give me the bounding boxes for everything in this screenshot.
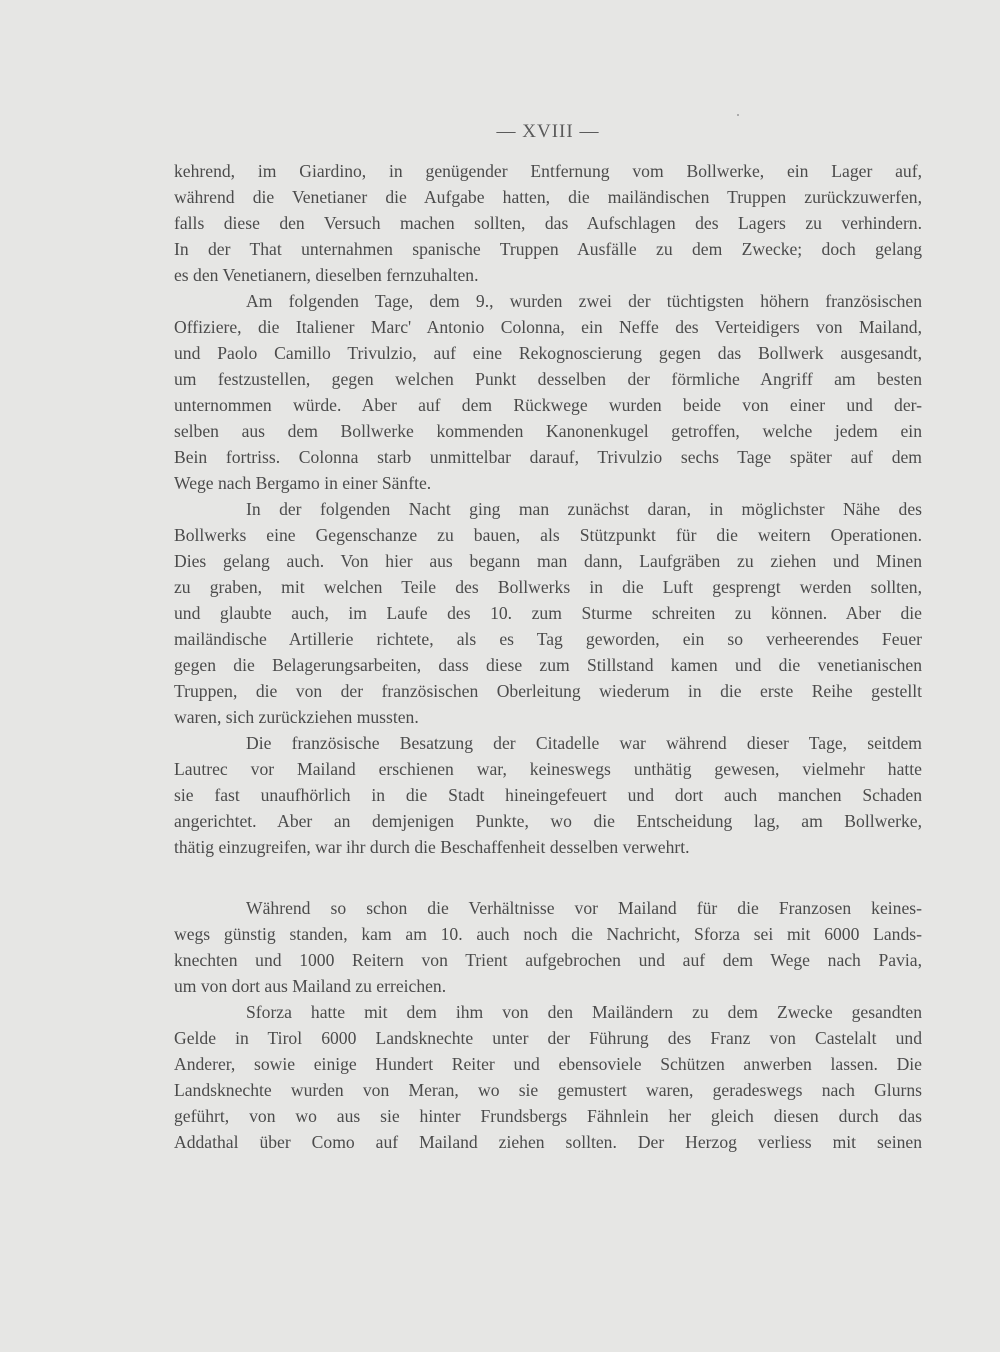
text-line: mailändische Artillerie richtete, als es Tag geworden, ein so verheerendes Feuer	[174, 629, 922, 649]
text-line: Sforza hatte mit dem ihm von den Mailändern zu dem Zwecke gesandten	[246, 1002, 922, 1022]
text-line: selben aus dem Bollwerke kommenden Kanonenkugel getroffen, welche jedem ein	[174, 421, 922, 441]
text-line: zu graben, mit welchen Teile des Bollwerks in die Luft gesprengt werden sollten,	[174, 577, 922, 597]
text-line: gegen die Belagerungsarbeiten, dass diese zum Stillstand kamen und die venetianischen	[174, 655, 922, 675]
text-line: Landsknechte wurden von Meran, wo sie gemustert waren, geradeswegs nach Glurns	[174, 1080, 922, 1100]
text-line: Während so schon die Verhältnisse vor Mailand für die Franzosen keines-	[246, 898, 922, 918]
page-number: — XVIII —	[496, 121, 600, 142]
text-line: um festzustellen, gegen welchen Punkt desselben der förmliche Angriff am besten	[174, 369, 922, 389]
text-line: geführt, von wo aus sie hinter Frundsbergs Fähnlein her gleich diesen durch das	[174, 1106, 922, 1126]
text-line: es den Venetianern, dieselben fernzuhalten.	[174, 265, 479, 285]
text-section-1	[174, 158, 922, 860]
text-line: Bein fortriss. Colonna starb unmittelbar darauf, Trivulzio sechs Tage später auf dem	[174, 447, 922, 467]
text-line: waren, sich zurückziehen mussten.	[174, 707, 419, 727]
text-section-2	[174, 895, 922, 1155]
text-line: In der folgenden Nacht ging man zunächst daran, in möglichster Nähe des	[246, 499, 922, 519]
text-line: knechten und 1000 Reitern von Trient aufgebrochen und auf dem Wege nach Pavia,	[174, 950, 922, 970]
text-line: angerichtet. Aber an demjenigen Punkte, wo die Entscheidung lag, am Bollwerke,	[174, 811, 922, 831]
text-line: Addathal über Como auf Mailand ziehen sollten. Der Herzog verliess mit seinen	[174, 1132, 922, 1152]
paper-speck	[737, 114, 739, 116]
text-line: Dies gelang auch. Von hier aus begann man dann, Laufgräben zu ziehen und Minen	[174, 551, 922, 571]
text-line: unternommen würde. Aber auf dem Rückwege wurden beide von einer und der-	[174, 395, 922, 415]
text-line: und Paolo Camillo Trivulzio, auf eine Rekognoscierung gegen das Bollwerk ausgesandt,	[174, 343, 922, 363]
text-line: Am folgenden Tage, dem 9., wurden zwei der tüchtigsten höhern französischen	[246, 291, 922, 311]
text-line: thätig einzugreifen, war ihr durch die Beschaffenheit desselben verwehrt.	[174, 837, 690, 857]
text-line: kehrend, im Giardino, in genügender Entfernung vom Bollwerke, ein Lager auf,	[174, 161, 922, 181]
text-line: Die französische Besatzung der Citadelle war während dieser Tage, seitdem	[246, 733, 922, 753]
text-line: um von dort aus Mailand zu erreichen.	[174, 976, 447, 996]
text-line: wegs günstig standen, kam am 10. auch noch die Nachricht, Sforza sei mit 6000 Lands-	[174, 924, 922, 944]
text-line: Wege nach Bergamo in einer Sänfte.	[174, 473, 432, 493]
text-line: Lautrec vor Mailand erschienen war, keineswegs unthätig gewesen, vielmehr hatte	[174, 759, 922, 779]
text-line: Anderer, sowie einige Hundert Reiter und ebensoviele Schützen anwerben lassen. Die	[174, 1054, 922, 1074]
text-line: Gelde in Tirol 6000 Landsknechte unter der Führung des Franz von Castelalt und	[174, 1028, 922, 1048]
text-line: Truppen, die von der französischen Oberleitung wiederum in die erste Reihe gestellt	[174, 681, 922, 701]
text-line: sie fast unaufhörlich in die Stadt hineingefeuert und dort auch manchen Schaden	[174, 785, 922, 805]
text-line: Bollwerks eine Gegenschanze zu bauen, als Stützpunkt für die weitern Operationen.	[174, 525, 922, 545]
text-line: falls diese den Versuch machen sollten, das Aufschlagen des Lagers zu verhindern.	[174, 213, 922, 233]
text-line: während die Venetianer die Aufgabe hatten, die mailändischen Truppen zurückzuwerfen,	[174, 187, 922, 207]
text-line: Offiziere, die Italiener Marc' Antonio Colonna, ein Neffe des Verteidigers von Mailand,	[174, 317, 922, 337]
text-line: In der That unternahmen spanische Truppen Ausfälle zu dem Zwecke; doch gelang	[174, 239, 922, 259]
text-line: und glaubte auch, im Laufe des 10. zum Sturme schreiten zu können. Aber die	[174, 603, 922, 623]
